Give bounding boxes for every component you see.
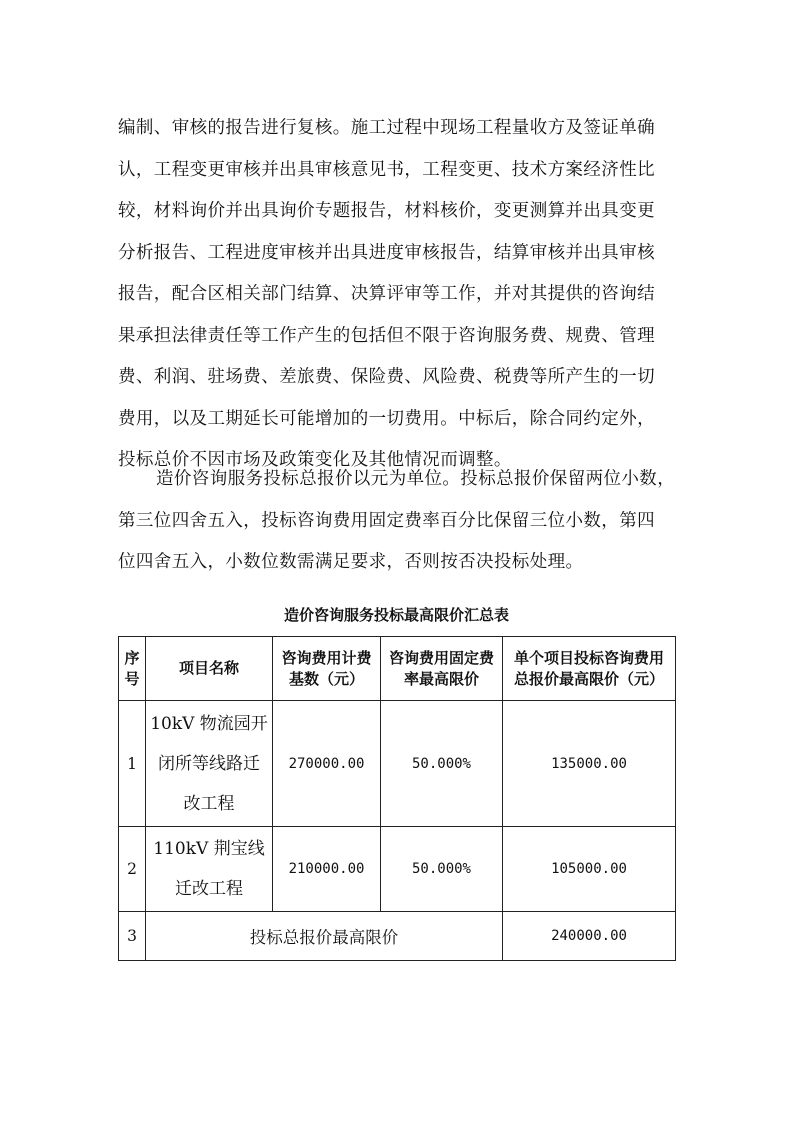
text-line: 较，材料询价并出具询价专题报告，材料核价，变更测算并出具变更 — [118, 201, 655, 221]
header-project-name: 项目名称 — [146, 637, 273, 701]
text-line: 分析报告、工程进度审核并出具进度审核报告，结算审核并出具审核 — [118, 242, 655, 263]
header-fee-base: 咨询费用计费基数（元） — [273, 637, 381, 701]
cell-index: 1 — [119, 701, 146, 827]
text-line: 投标总价不因市场及政策变化及其他情况而调整。 — [118, 450, 512, 470]
cell-fee-rate: 50.000% — [381, 701, 503, 827]
price-limit-summary-table — [118, 636, 676, 961]
table-row — [119, 701, 676, 827]
cell-total-limit: 135000.00 — [503, 701, 676, 827]
cell-project-name: 10kV 物流园开闭所等线路迁改工程 — [146, 701, 273, 827]
cell-summary-label: 投标总报价最高限价 — [146, 912, 503, 961]
cell-summary-total: 240000.00 — [503, 912, 676, 961]
text-line: 位四舍五入，小数位数需满足要求，否则按否决投标处理。 — [118, 552, 584, 572]
header-index: 序号 — [119, 637, 146, 701]
text-line: 认，工程变更审核并出具审核意见书，工程变更、技术方案经济性比 — [118, 159, 655, 180]
text-line: 费用，以及工期延长可能增加的一切费用。中标后，除合同约定外， — [118, 408, 655, 429]
text-line: 第三位四舍五入，投标咨询费用固定费率百分比保留三位小数，第四 — [118, 510, 655, 531]
header-total-limit: 单个项目投标咨询费用总报价最高限价（元） — [503, 637, 676, 701]
cell-index: 3 — [119, 912, 146, 961]
table-header-row — [119, 637, 676, 701]
header-fee-rate: 咨询费用固定费率最高限价 — [381, 637, 503, 701]
cell-total-limit: 105000.00 — [503, 827, 676, 912]
cell-fee-base: 210000.00 — [273, 827, 381, 912]
text-line: 造价咨询服务投标总报价以元为单位。投标总报价保留两位小数， — [156, 469, 676, 489]
table-summary-row — [119, 912, 676, 961]
cell-index: 2 — [119, 827, 146, 912]
cell-project-name: 110kV 荆宝线迁改工程 — [146, 827, 273, 912]
text-line: 报告，配合区相关部门结算、决算评审等工作，并对其提供的咨询结 — [118, 284, 655, 304]
text-line: 编制、审核的报告进行复核。施工过程中现场工程量收方及签证单确 — [118, 118, 655, 138]
cell-fee-base: 270000.00 — [273, 701, 381, 827]
cell-fee-rate: 50.000% — [381, 827, 503, 912]
table-row — [119, 827, 676, 912]
text-line: 费、利润、驻场费、差旅费、保险费、风险费、税费等所产生的一切 — [118, 367, 655, 387]
table-title: 造价咨询服务投标最高限价汇总表 — [283, 606, 509, 624]
text-line: 果承担法律责任等工作产生的包括但不限于咨询服务费、规费、管理 — [118, 325, 655, 346]
paragraph-pricing-rules — [118, 459, 678, 584]
paragraph-scope-of-fees — [118, 108, 678, 482]
